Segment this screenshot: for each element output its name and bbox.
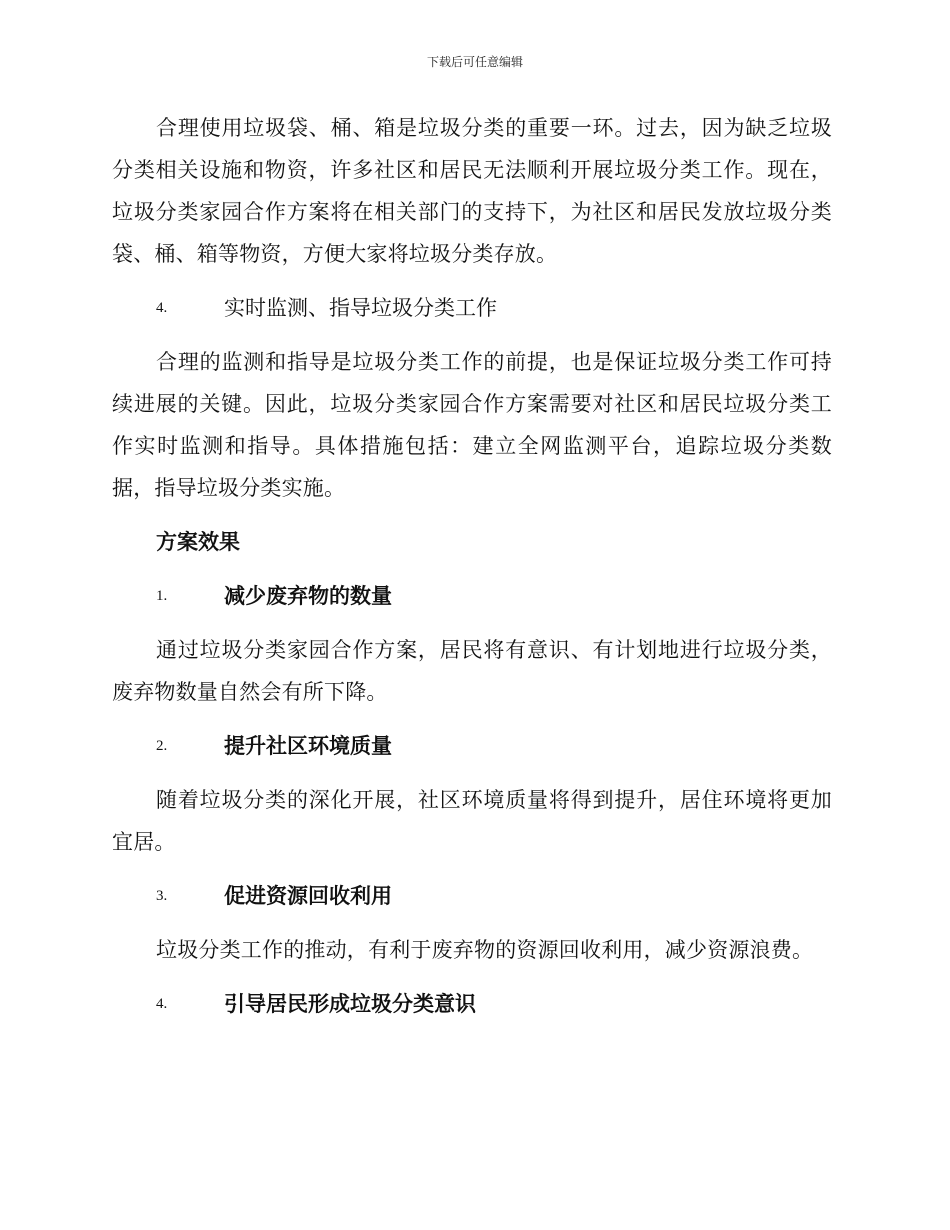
list-number: 4. [156,300,168,316]
spacer [112,713,832,725]
list-label: 促进资源回收利用 [224,883,392,908]
list-number: 3. [156,888,168,904]
spacer [112,863,832,875]
list-number: 1. [156,588,168,604]
section-heading: 方案效果 [156,529,240,554]
list-label: 实时监测、指导垃圾分类工作 [224,296,497,320]
spacer [112,917,832,929]
list-label: 提升社区环境质量 [224,733,392,758]
spacer [112,329,832,341]
paragraph-effect-2: 随着垃圾分类的深化开展，社区环境质量将得到提升，居住环境将更加宜居。 [112,788,832,854]
list-number: 2. [156,738,168,754]
effect-item-2 [112,725,832,767]
list-label: 减少废弃物的数量 [224,583,392,608]
effect-item-4 [112,983,832,1025]
spacer [112,767,832,779]
list-number: 4. [156,996,168,1012]
list-item-monitoring [112,287,832,329]
spacer [112,617,832,629]
effect-item-3 [112,875,832,917]
spacer [112,563,832,575]
paragraph-monitoring: 合理的监测和指导是垃圾分类工作的前提，也是保证垃圾分类工作可持续进展的关键。因此，垃圾分类家园合作方案需要对社区和居民垃圾分类工作实时监测和指导。具体措施包括：建立全网监测平台，追踪垃圾分类数据，指导垃圾分类实施。 [112,350,832,500]
paragraph-effect-3: 垃圾分类工作的推动，有利于废弃物的资源回收利用，减少资源浪费。 [156,938,814,962]
effect-item-1 [112,575,832,617]
paragraph-effect-1: 通过垃圾分类家园合作方案，居民将有意识、有计划地进行垃圾分类，废弃物数量自然会有所下降。 [112,638,832,704]
document-body [112,107,832,1025]
spacer [112,509,832,521]
spacer [112,275,832,287]
spacer [112,971,832,983]
paragraph-supplies: 合理使用垃圾袋、桶、箱是垃圾分类的重要一环。过去，因为缺乏垃圾分类相关设施和物资，许多社区和居民无法顺利开展垃圾分类工作。现在，垃圾分类家园合作方案将在相关部门的支持下，为社区和居民发放垃圾分类袋、桶、箱等物资，方便大家将垃圾分类存放。 [112,116,832,266]
page-header: 下载后可任意编辑 [426,55,523,69]
list-label: 引导居民形成垃圾分类意识 [224,991,476,1016]
